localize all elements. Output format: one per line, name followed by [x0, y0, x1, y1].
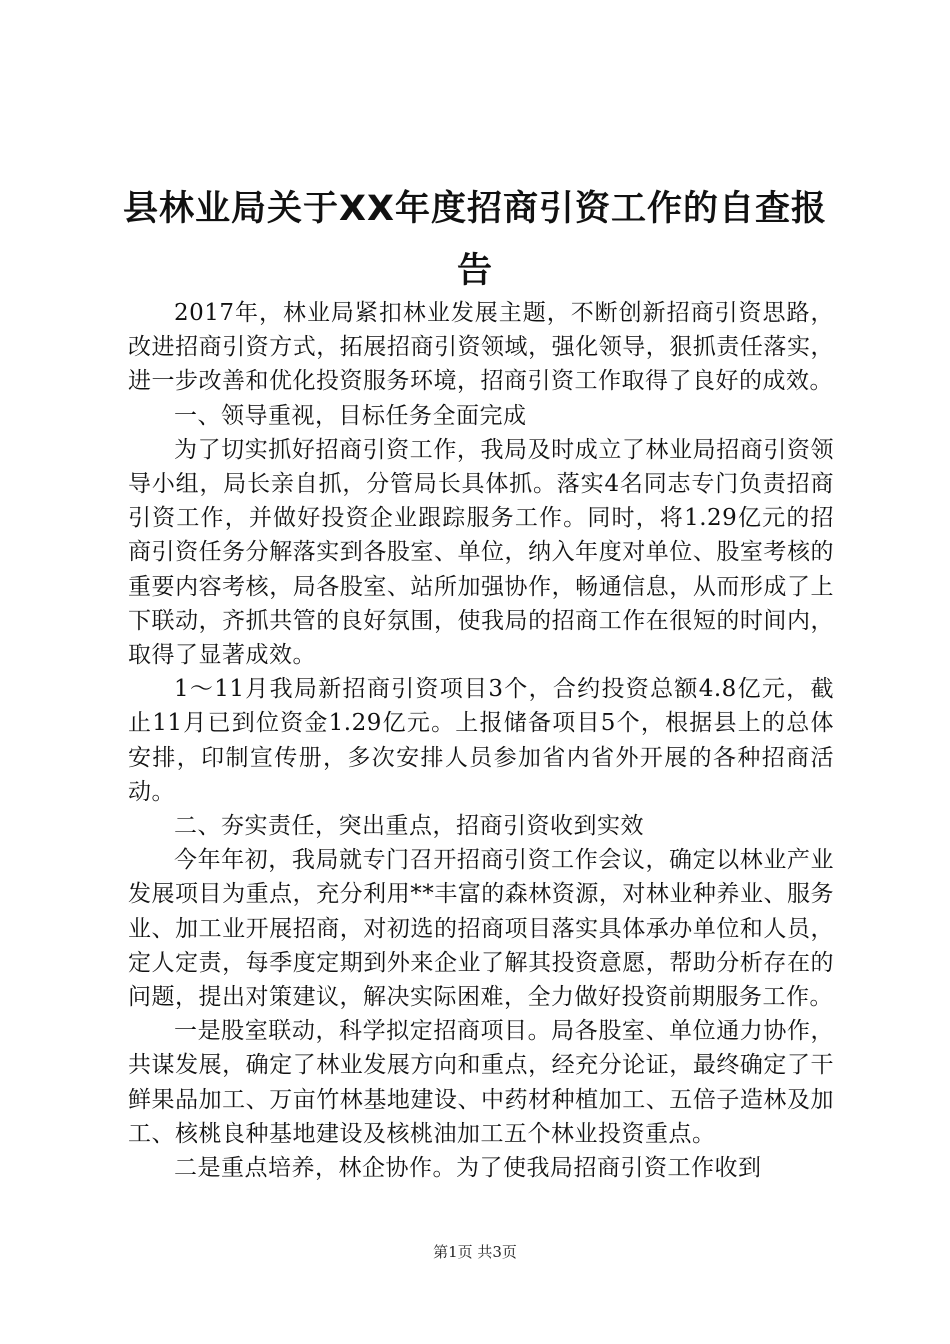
paragraph-point-2: 二是重点培养，林企协作。为了使我局招商引资工作收到 — [174, 1155, 762, 1182]
section-heading-1: 一、领导重视，目标任务全面完成 — [174, 402, 527, 429]
paragraph-projects: 1～11月我局新招商引资项目3个，合约投资总额4.8亿元，截止11月已到位资金1.29亿元。上报储备项目5个，根据县上的总体安排，印制宣传册，多次安排人员参加省内省外开展的各种招商活动。 — [128, 676, 834, 805]
paragraph-intro: 2017年，林业局紧扣林业发展主题，不断创新招商引资思路，改进招商引资方式，拓展招商引资领域，强化领导，狠抓责任落实，进一步改善和优化投资服务环境，招商引资工作取得了良好的成效。 — [128, 300, 834, 395]
document-body — [128, 296, 834, 1185]
page-footer: 第1页 共3页 — [433, 1243, 517, 1261]
section-heading-2: 二、夯实责任，突出重点，招商引资收到实效 — [174, 813, 644, 840]
document-title: 县林业局关于XX年度招商引资工作的自查报告 — [123, 189, 827, 291]
paragraph-meeting: 今年年初，我局就专门召开招商引资工作会议，确定以林业产业发展项目为重点，充分利用**丰富的森林资源，对林业种养业、服务业、加工业开展招商，对初选的招商项目落实具体承办单位和人员，定人定责，每季度定期到外来企业了解其投资意愿，帮助分析存在的问题，提出对策建议，解决实际困难，全力做好投资前期服务工作。 — [128, 847, 834, 1011]
paragraph-point-1: 一是股室联动，科学拟定招商项目。局各股室、单位通力协作，共谋发展，确定了林业发展方向和重点，经充分论证，最终确定了干鲜果品加工、万亩竹林基地建设、中药材种植加工、五倍子造林及加工、核桃良种基地建设及核桃油加工五个林业投资重点。 — [128, 1018, 834, 1147]
paragraph-leadership: 为了切实抓好招商引资工作，我局及时成立了林业局招商引资领导小组，局长亲自抓，分管局长具体抓。落实4名同志专门负责招商引资工作，并做好投资企业跟踪服务工作。同时，将1.29亿元的招商引资任务分解落实到各股室、单位，纳入年度对单位、股室考核的重要内容考核，局各股室、站所加强协作，畅通信息，从而形成了上下联动，齐抓共管的良好氛围，使我局的招商工作在很短的时间内，取得了显著成效。 — [128, 436, 834, 669]
